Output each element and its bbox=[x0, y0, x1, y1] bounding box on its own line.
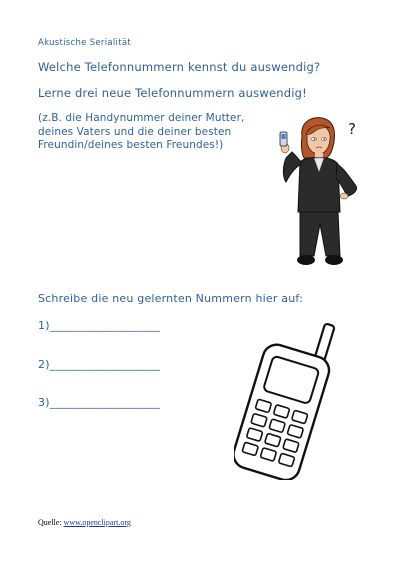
mobile-phone-illustration bbox=[234, 314, 342, 480]
answer-line-1[interactable]: 1)___________________ bbox=[38, 319, 161, 332]
hint-line-3: Freundin/deines besten Freundes!) bbox=[38, 139, 224, 151]
source-credit bbox=[38, 518, 131, 527]
question-known-numbers: Welche Telefonnummern kennst du auswendig? bbox=[38, 60, 321, 74]
question-mark-glyph: ? bbox=[348, 120, 356, 138]
source-link[interactable]: www.openclipart.org bbox=[63, 518, 131, 527]
instruction-write-numbers: Schreibe die neu gelernten Nummern hier auf: bbox=[38, 292, 303, 305]
hint-line-1: (z.B. die Handynummer deiner Mutter, bbox=[38, 112, 245, 124]
answer-line-3[interactable]: 3)___________________ bbox=[38, 396, 161, 409]
hint-line-2: deines Vaters und die deiner besten bbox=[38, 125, 232, 138]
person-on-phone-illustration bbox=[274, 112, 366, 272]
answer-line-2[interactable]: 2)___________________ bbox=[38, 358, 161, 371]
worksheet-header: Akustische Serialität bbox=[38, 38, 131, 48]
task-hint bbox=[38, 112, 258, 153]
source-label: Quelle: bbox=[38, 518, 64, 527]
task-learn-numbers: Lerne drei neue Telefonnummern auswendig! bbox=[38, 86, 307, 100]
